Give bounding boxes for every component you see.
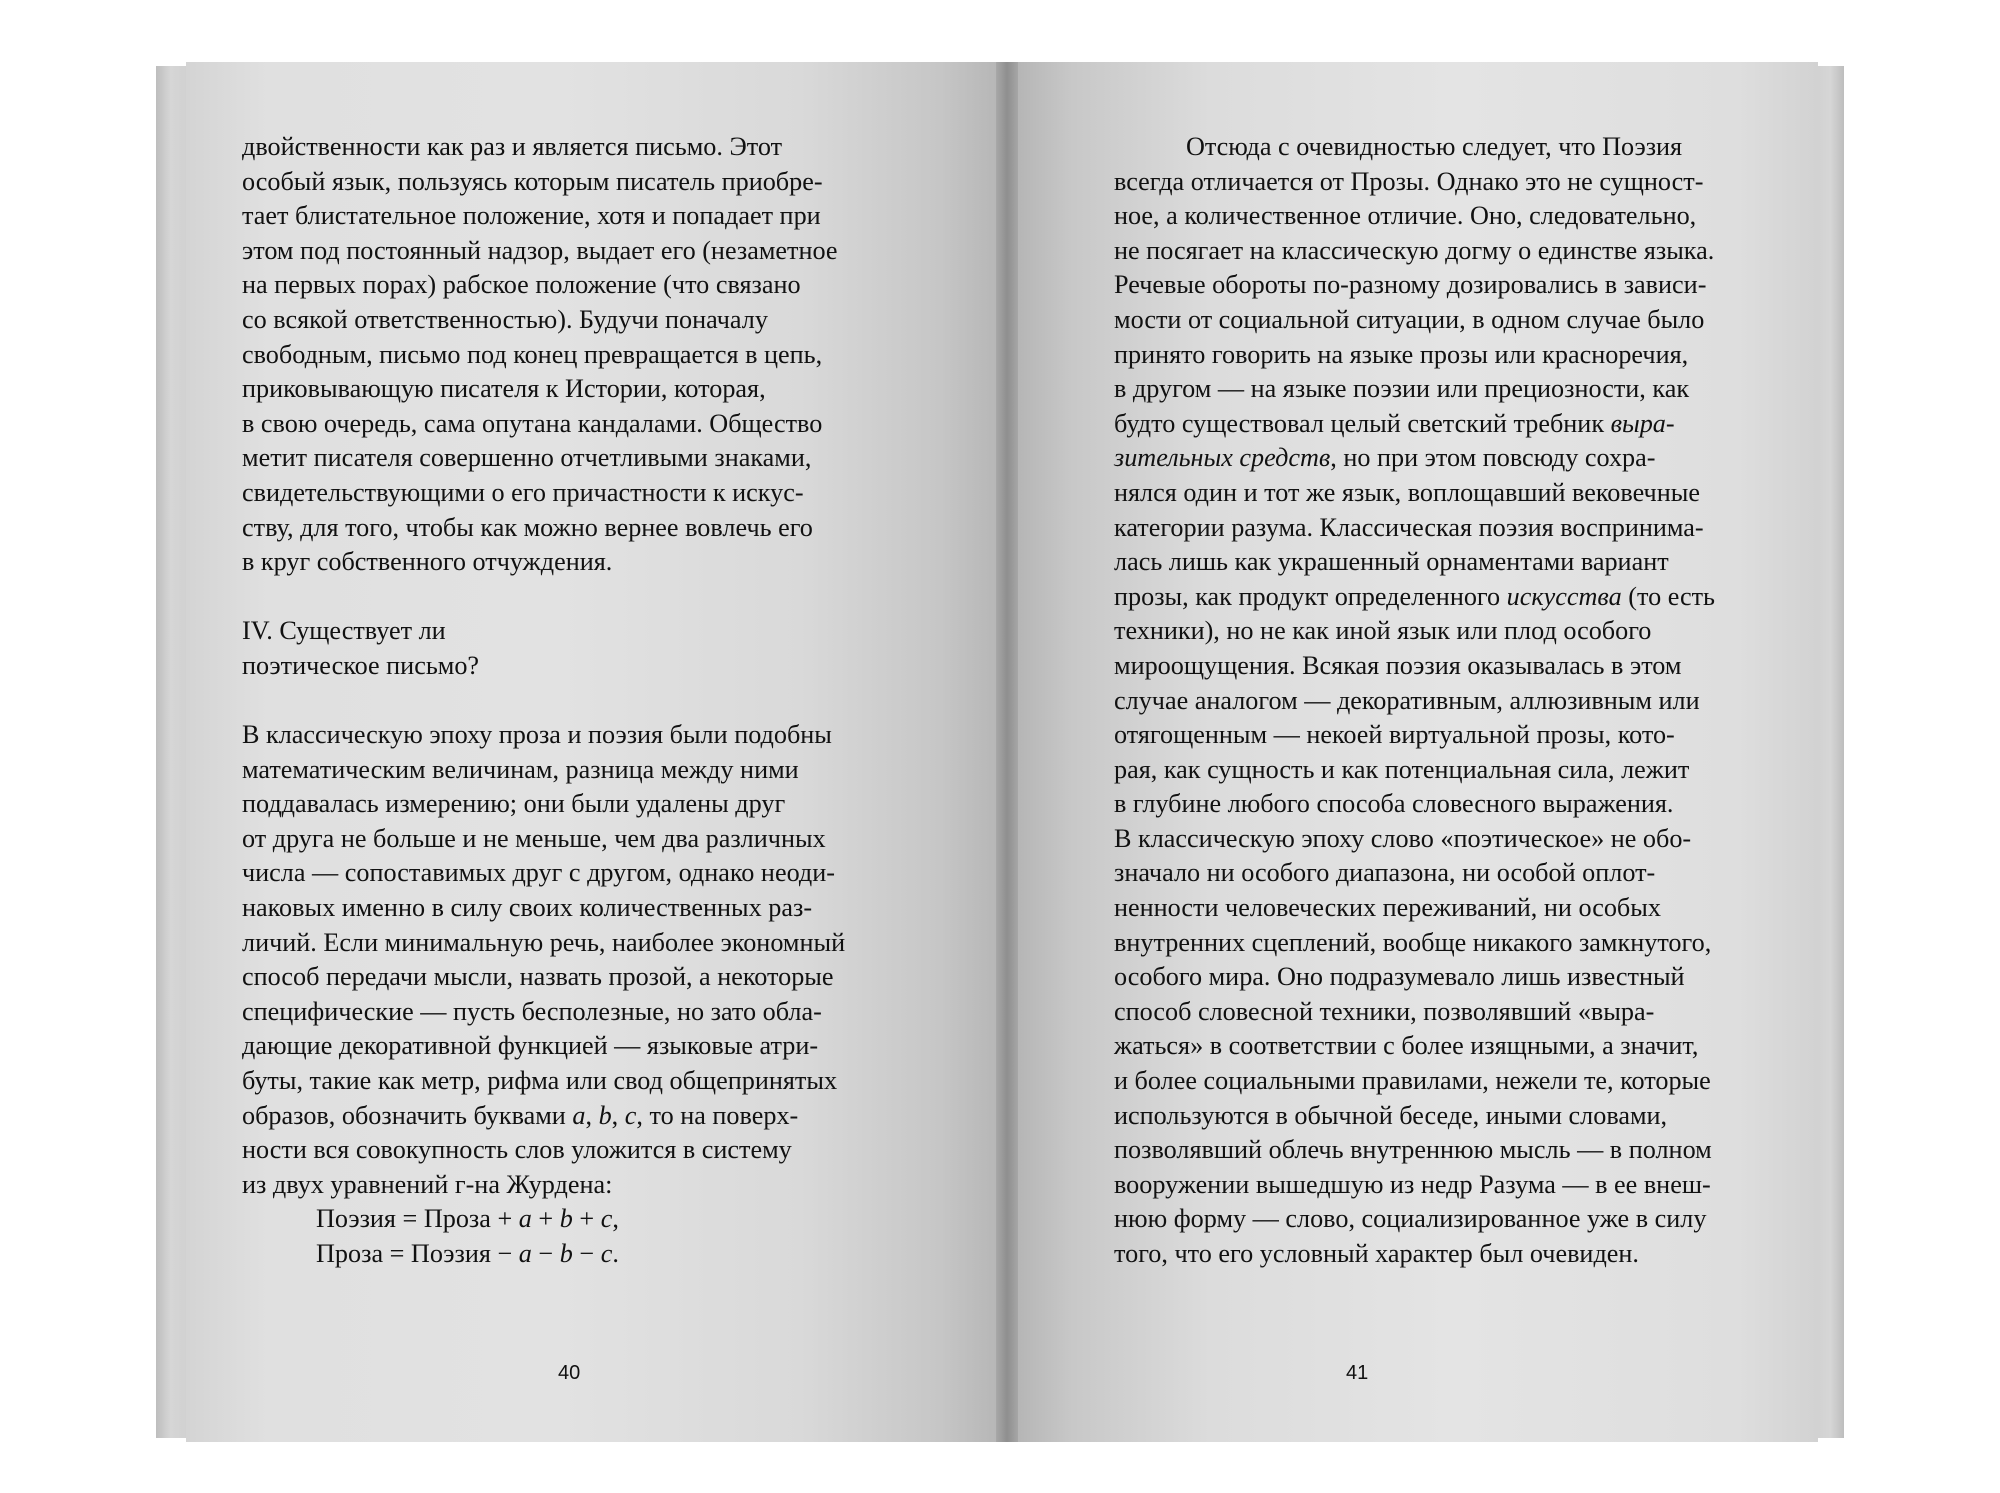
text-line: В классическую эпоху слово «поэтическое» не обо- [1114,823,1692,853]
section-heading-line: IV. Существует ли [242,616,446,646]
text-line: категории разума. Классическая поэзия воспринима- [1114,512,1704,542]
text-line: мости от социальной ситуации, в одном случае было [1114,304,1705,334]
text-line: наковых именно в силу своих количественных раз- [242,893,813,923]
text-fragment: прозы, как продукт определенного [1114,581,1507,611]
text-line: способ передачи мысли, назвать прозой, а некоторые [242,962,834,992]
text-line: всегда отличается от Прозы. Однако это не сущност- [1114,166,1704,196]
text-line: Речевые обороты по-разному дозировались в зависи- [1114,270,1707,300]
text-line: жаться» в соответствии с более изящными, а значит, [1114,1031,1699,1061]
text-line: двойственности как раз и является письмо. Этот [242,132,783,161]
text-line: нялся один и тот же язык, воплощавший вековечные [1114,477,1700,507]
blank-line [242,684,845,719]
text-line: дающие декоративной функцией — языковые атри- [242,1031,819,1061]
formula-text: + [572,1204,601,1234]
italic-fragment: выра- [1610,408,1675,438]
text-line: отягощенным — некоей виртуальной прозы, кото- [1114,720,1675,750]
text-line: В классическую эпоху проза и поэзия были подобны [242,720,832,750]
text-line: со всякой ответственностью). Будучи поначалу [242,304,768,334]
text-line: принято говорить на языке прозы или красноречия, [1114,339,1689,369]
text-line: на первых порах) рабское положение (что связано [242,270,801,300]
formula-text: + [531,1204,560,1234]
text-line: особый язык, пользуясь которым писатель приобре- [242,166,823,196]
right-page-text [1114,130,1715,1272]
variable-c: c [624,1100,637,1130]
text-line: ненности человеческих переживаний, ни особых [1114,893,1661,923]
text-line: Отсюда с очевидностью следует, что Поэзия [1186,132,1683,161]
text-line: ству, для того, чтобы как можно вернее вовлечь его [242,512,813,542]
text-line: свидетельствующими о его причастности к искус- [242,477,804,507]
variable-b: b [598,1100,612,1130]
text-line: в круг собственного отчуждения. [242,547,613,577]
text-line: числа — сопоставимых друг с другом, однако неоди- [242,858,835,888]
blank-line [242,580,845,615]
text-line: ное, а количественное отличие. Оно, следовательно, [1114,201,1697,231]
page-number: 40 [558,1362,581,1384]
text-line: не посягает на классическую догму о единстве языка. [1114,235,1715,265]
text-line: способ словесной техники, позволявший «выра- [1114,996,1655,1026]
text-line-with-italic [1114,441,1715,476]
text-line: поддавалась измерению; они были удалены друг [242,789,786,819]
page-number: 41 [1346,1362,1369,1384]
text-line: в свою очередь, сама опутана кандалами. Общество [242,408,823,438]
text-line: из двух уравнений г-на Журдена: [242,1169,613,1199]
formula-prose [242,1237,845,1272]
text-line: мироощущения. Всякая поэзия оказывалась в этом [1114,650,1682,680]
text-line: лась лишь как украшенный орнаментами вариант [1114,547,1669,577]
text-line: позволявший облечь внутреннюю мысль — в полном [1114,1135,1712,1165]
left-page [186,62,1006,1442]
variable-b: b [559,1204,573,1234]
formula-text: Проза = Поэзия − [316,1239,519,1268]
text-fragment: , [611,1100,625,1130]
text-fragment: , но при этом повсюду сохра- [1330,443,1656,473]
text-line: внутренних сцеплений, вообще никакого замкнутого, [1114,927,1712,957]
left-page-text [242,130,845,1272]
variable-b: b [559,1239,573,1268]
variable-a: a [572,1100,586,1130]
text-fragment: образов, обозначить буквами [242,1100,573,1130]
text-line: случае аналогом — декоративным, аллюзивным или [1114,685,1700,715]
text-fragment: (то есть [1621,581,1715,611]
formula-text: − [531,1239,560,1268]
text-line: рая, как сущность и как потенциальная сила, лежит [1114,754,1690,784]
section-heading-line: поэтическое письмо? [242,650,480,680]
text-line: буты, такие как метр, рифма или свод общепринятых [242,1066,838,1096]
text-line: в глубине любого способа словесного выражения. [1114,789,1674,819]
text-line: того, что его условный характер был очевиден. [1114,1239,1639,1268]
text-line: от друга не больше и не меньше, чем два различных [242,823,826,853]
italic-fragment: искусства [1506,581,1622,611]
formula-text: − [572,1239,601,1268]
text-line: используются в обычной беседе, иными словами, [1114,1100,1668,1130]
text-fragment: , [585,1100,599,1130]
text-line: ности вся совокупность слов уложится в систему [242,1135,792,1165]
formula-poetry [242,1202,845,1237]
text-line: метит писателя совершенно отчетливыми знаками, [242,443,812,473]
text-line: свободным, письмо под конец превращается в цепь, [242,339,823,369]
formula-text: , [612,1204,619,1234]
text-line-with-letters [242,1099,845,1134]
italic-fragment: зительных средств [1114,443,1331,473]
text-line: нюю форму — слово, социализированное уже в силу [1114,1204,1707,1234]
text-line: личий. Если минимальную речь, наиболее экономный [242,927,846,957]
text-fragment: будто существовал целый светский требник [1114,408,1611,438]
variable-a: a [518,1204,532,1234]
variable-c: c [600,1239,613,1268]
text-line: особого мира. Оно подразумевало лишь известный [1114,962,1685,992]
text-line: тает блистательное положение, хотя и попадает при [242,201,821,231]
right-page [1008,62,1818,1442]
formula-text: Поэзия = Проза + [316,1204,519,1234]
text-line: значало ни особого диапазона, ни особой оплот- [1114,858,1656,888]
text-line-with-italic [1114,580,1715,615]
text-line: вооружении вышедшую из недр Разума — в ее внеш- [1114,1169,1711,1199]
text-line: этом под постоянный надзор, выдает его (незаметное [242,235,838,265]
formula-text: . [612,1239,619,1268]
text-line: специфические — пусть бесполезные, но зато обла- [242,996,822,1026]
variable-c: c [600,1204,613,1234]
book-spine [996,62,1018,1442]
text-line: в другом — на языке поэзии или прециозности, как [1114,374,1690,404]
variable-a: a [518,1239,532,1268]
text-line: приковывающую писателя к Истории, которая, [242,374,766,404]
text-line: техники), но не как иной язык или плод особого [1114,616,1652,646]
text-fragment: , то на поверх- [636,1100,799,1130]
text-line-with-italic [1114,407,1715,442]
text-line: математическим величинам, разница между ними [242,754,799,784]
text-line: и более социальными правилами, нежели те, которые [1114,1066,1711,1096]
